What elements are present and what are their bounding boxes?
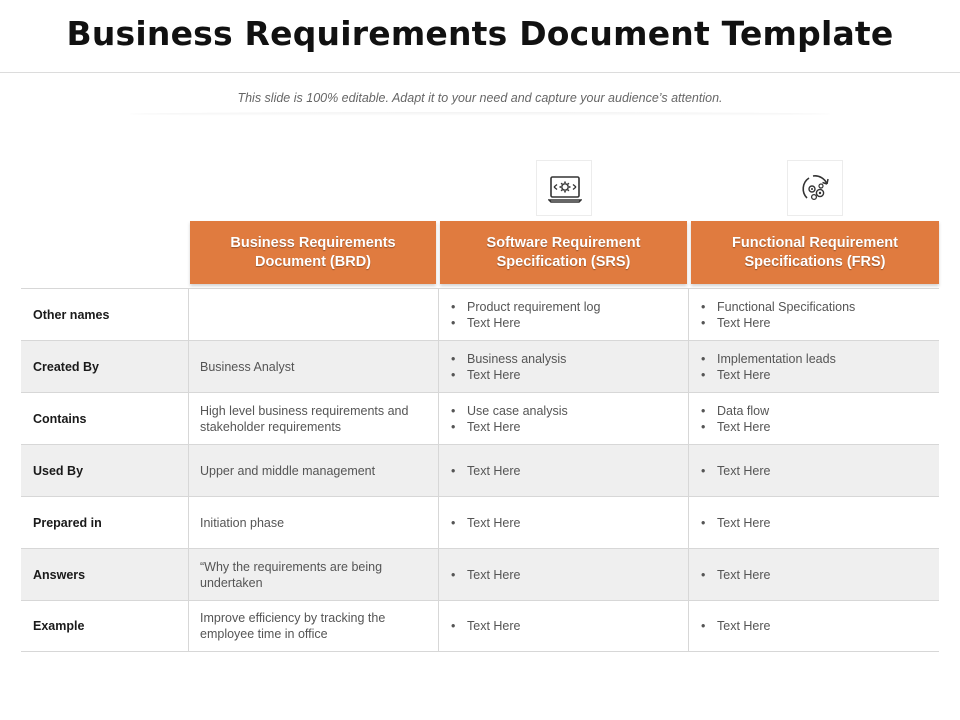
laptop-gear-icon xyxy=(548,172,582,206)
subtitle-shadow xyxy=(130,112,830,116)
row-label: Example xyxy=(21,601,189,651)
list-item: • Text Here xyxy=(701,618,771,634)
brd-cell: Upper and middle management xyxy=(189,445,439,496)
list-item: • Text Here xyxy=(451,315,600,331)
title-divider xyxy=(0,72,960,73)
list-item: • Text Here xyxy=(451,463,521,479)
brd-cell: Initiation phase xyxy=(189,497,439,548)
frs-cell xyxy=(689,289,939,340)
list-item: • Text Here xyxy=(451,419,568,435)
srs-icon-box xyxy=(536,160,592,216)
header-srs xyxy=(440,221,687,284)
list-item: • Text Here xyxy=(451,515,521,531)
frs-cell xyxy=(689,549,939,600)
table-row xyxy=(21,392,939,444)
row-label: Answers xyxy=(21,549,189,600)
row-label: Created By xyxy=(21,341,189,392)
brd-cell: Improve efficiency by tracking the employee time in office xyxy=(189,601,439,651)
srs-cell xyxy=(439,393,689,444)
gears-cycle-icon xyxy=(799,172,833,206)
list-item: • Data flow xyxy=(701,403,771,419)
list-item: • Text Here xyxy=(701,463,771,479)
frs-icon-box xyxy=(787,160,843,216)
list-item: • Text Here xyxy=(701,515,771,531)
list-item: • Text Here xyxy=(451,567,521,583)
table-row xyxy=(21,288,939,340)
srs-cell xyxy=(439,289,689,340)
list-item: • Text Here xyxy=(701,315,855,331)
list-item: • Text Here xyxy=(701,419,771,435)
frs-cell xyxy=(689,341,939,392)
header-frs-label: Functional Requirement Specifications (FRS) xyxy=(732,234,898,270)
table-row xyxy=(21,496,939,548)
list-item: • Text Here xyxy=(701,367,836,383)
row-label: Other names xyxy=(21,289,189,340)
page-title: Business Requirements Document Template xyxy=(66,14,894,53)
brd-cell: “Why the requirements are being undertaken xyxy=(189,549,439,600)
header-frs xyxy=(691,221,939,284)
srs-cell xyxy=(439,497,689,548)
table-row xyxy=(21,340,939,392)
frs-cell xyxy=(689,393,939,444)
table-row xyxy=(21,444,939,496)
table-row xyxy=(21,600,939,652)
frs-cell xyxy=(689,601,939,651)
comparison-table xyxy=(21,288,939,652)
frs-cell xyxy=(689,497,939,548)
list-item: • Text Here xyxy=(451,618,521,634)
row-label: Used By xyxy=(21,445,189,496)
list-item: • Text Here xyxy=(701,567,771,583)
list-item: • Functional Specifications xyxy=(701,299,855,315)
header-brd-label: Business Requirements Document (BRD) xyxy=(230,234,396,270)
table-row xyxy=(21,548,939,600)
header-srs-label: Software Requirement Specification (SRS) xyxy=(486,234,641,270)
brd-cell xyxy=(189,289,439,340)
list-item: • Implementation leads xyxy=(701,351,836,367)
list-item: • Use case analysis xyxy=(451,403,568,419)
brd-cell: High level business requirements and stakeholder requirements xyxy=(189,393,439,444)
brd-cell: Business Analyst xyxy=(189,341,439,392)
srs-cell xyxy=(439,601,689,651)
list-item: • Product requirement log xyxy=(451,299,600,315)
srs-cell xyxy=(439,549,689,600)
row-label: Contains xyxy=(21,393,189,444)
frs-cell xyxy=(689,445,939,496)
header-brd xyxy=(190,221,436,284)
list-item: • Business analysis xyxy=(451,351,566,367)
page-subtitle: This slide is 100% editable. Adapt it to your need and capture your audience’s attention. xyxy=(237,91,723,105)
srs-cell xyxy=(439,341,689,392)
row-label: Prepared in xyxy=(21,497,189,548)
list-item: • Text Here xyxy=(451,367,566,383)
srs-cell xyxy=(439,445,689,496)
